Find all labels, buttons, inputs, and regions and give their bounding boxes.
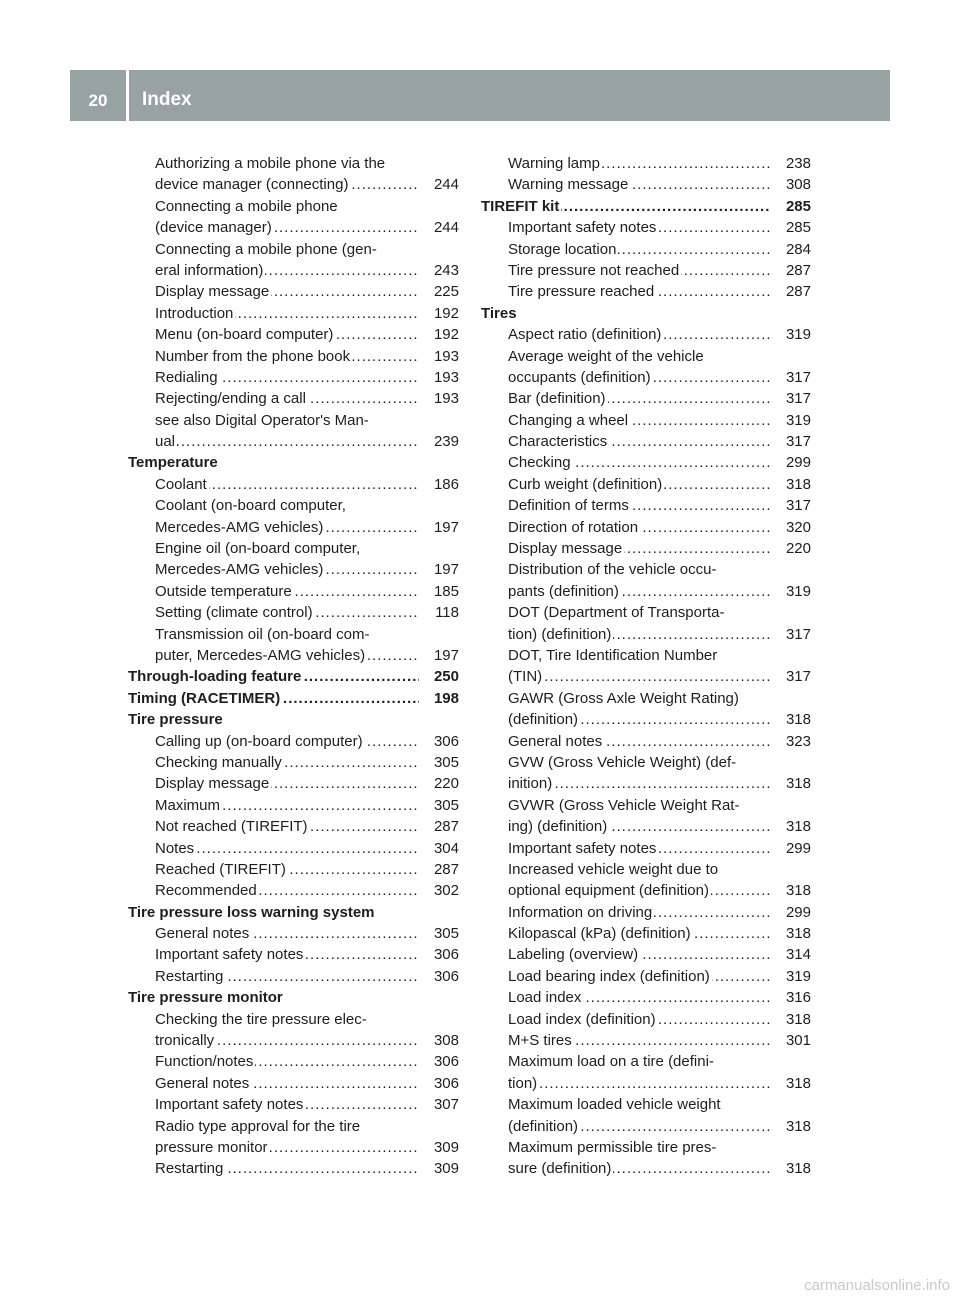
- index-entry: [481, 1030, 811, 1051]
- entry-text: optional equipment (definition): [508, 882, 709, 900]
- entry-text: Temperature: [128, 454, 218, 472]
- page-reference: 317: [771, 624, 811, 645]
- page-reference: 185: [419, 581, 459, 602]
- index-heading: [128, 688, 459, 709]
- index-entry: [128, 474, 459, 495]
- index-entry: [481, 1073, 811, 1094]
- index-entry: [481, 174, 811, 195]
- entry-text: Checking the tire pressure elec-: [155, 1010, 367, 1028]
- page-reference: 302: [419, 880, 459, 901]
- index-entry: [128, 367, 459, 388]
- entry-text: DOT, Tire Identification Number: [508, 646, 718, 664]
- index-entry: [481, 795, 811, 816]
- index-entry: [128, 538, 459, 559]
- entry-text: General notes: [508, 732, 603, 750]
- index-entry: [128, 1030, 459, 1051]
- page-reference: 299: [771, 452, 811, 473]
- index-entry: [481, 517, 811, 538]
- entry-text: Checking: [508, 454, 571, 472]
- index-entry: [128, 816, 459, 837]
- entry-text: occupants (definition): [508, 368, 651, 386]
- page-header: [70, 70, 890, 121]
- entry-text: tion) (definition): [508, 625, 612, 643]
- index-heading: [128, 709, 459, 730]
- page-reference: 287: [419, 859, 459, 880]
- entry-text: GVWR (Gross Vehicle Weight Rat-: [508, 796, 740, 814]
- page-reference: 186: [419, 474, 459, 495]
- entry-text: Mercedes-AMG vehicles): [155, 561, 324, 579]
- entry-text: tronically: [155, 1032, 215, 1050]
- index-entry: [481, 346, 811, 367]
- entry-text: Restarting: [155, 1160, 224, 1178]
- page-reference: 220: [419, 773, 459, 794]
- entry-text: Tire pressure reached: [508, 283, 655, 301]
- page-reference: 318: [771, 773, 811, 794]
- page-reference: 299: [771, 902, 811, 923]
- index-entry: [128, 388, 459, 409]
- index-entry: [128, 838, 459, 859]
- index-entry: [481, 260, 811, 281]
- index-entry: [481, 410, 811, 431]
- entry-text: Aspect ratio (definition): [508, 326, 662, 344]
- entry-text: Important safety notes: [155, 1096, 304, 1114]
- index-entry: [128, 795, 459, 816]
- index-entry: [481, 239, 811, 260]
- page-reference: 316: [771, 987, 811, 1008]
- entry-text: (definition): [508, 1117, 579, 1135]
- page-reference: 319: [771, 324, 811, 345]
- entry-text: Tire pressure not reached: [508, 261, 680, 279]
- index-entry: [481, 538, 811, 559]
- entry-text: Warning message: [508, 176, 629, 194]
- index-heading: [481, 196, 811, 217]
- index-entry: [128, 923, 459, 944]
- entry-text: pressure monitor: [155, 1138, 268, 1156]
- entry-text: Important safety notes: [508, 219, 657, 237]
- index-entry: [481, 324, 811, 345]
- index-entry: [481, 859, 811, 880]
- index-entry: [128, 410, 459, 431]
- index-entry: [128, 731, 459, 752]
- index-entry: [481, 559, 811, 580]
- page-reference: 305: [419, 752, 459, 773]
- index-entry: [128, 880, 459, 901]
- entry-text: puter, Mercedes-AMG vehicles): [155, 646, 366, 664]
- index-entry: [128, 1094, 459, 1115]
- index-entry: [481, 624, 811, 645]
- page-reference: 318: [771, 1116, 811, 1137]
- page-reference: 287: [771, 281, 811, 302]
- page-reference: 299: [771, 838, 811, 859]
- page-reference: 198: [419, 688, 459, 709]
- page-reference: 304: [419, 838, 459, 859]
- index-entry: [128, 944, 459, 965]
- page-reference: 287: [419, 816, 459, 837]
- entry-text: Warning lamp: [508, 155, 600, 172]
- entry-text: Menu (on-board computer): [155, 326, 334, 344]
- entry-text: (TIN): [508, 668, 543, 686]
- page-reference: 318: [771, 1158, 811, 1179]
- entry-text: Important safety notes: [508, 839, 657, 857]
- entry-text: Load index (definition): [508, 1010, 656, 1028]
- index-entry: [128, 966, 459, 987]
- entry-text: Rejecting/ending a call: [155, 390, 306, 408]
- index-entry: [481, 923, 811, 944]
- entry-text: tion): [508, 1074, 538, 1092]
- entry-text: Changing a wheel: [508, 411, 629, 429]
- watermark: carmanualsonline.info: [804, 1277, 950, 1294]
- page-reference: 318: [771, 880, 811, 901]
- index-entry: [481, 816, 811, 837]
- entry-text: Information on driving: [508, 903, 653, 921]
- index-entry: [481, 1094, 811, 1115]
- entry-text: Connecting a mobile phone (gen-: [155, 240, 377, 258]
- index-entry: [481, 880, 811, 901]
- entry-text: inition): [508, 775, 553, 793]
- entry-text: Not reached (TIREFIT): [155, 818, 308, 836]
- entry-text: (definition): [508, 711, 579, 729]
- entry-text: Checking manually: [155, 753, 282, 771]
- page-reference: 318: [771, 923, 811, 944]
- page-reference: 318: [771, 816, 811, 837]
- page-reference: 318: [771, 1009, 811, 1030]
- index-entry: [128, 153, 459, 174]
- page-reference: 308: [419, 1030, 459, 1051]
- entry-text: Radio type approval for the tire: [155, 1117, 361, 1135]
- page-reference: 308: [771, 174, 811, 195]
- page-reference: 250: [419, 666, 459, 687]
- page-reference: 317: [771, 431, 811, 452]
- index-heading: [128, 987, 459, 1008]
- entry-text: device manager (connecting): [155, 176, 349, 194]
- page-reference: 244: [419, 174, 459, 195]
- page-reference: 314: [771, 944, 811, 965]
- page-reference: 320: [771, 517, 811, 538]
- page-reference: 285: [771, 217, 811, 238]
- entry-text: Reached (TIREFIT): [155, 860, 286, 878]
- page-reference: 287: [771, 260, 811, 281]
- entry-text: Connecting a mobile phone: [155, 197, 338, 215]
- index-entry: [128, 174, 459, 195]
- entry-text: Display message: [155, 775, 270, 793]
- page-reference: 197: [419, 645, 459, 666]
- page-reference: 193: [419, 367, 459, 388]
- page-reference: 319: [771, 966, 811, 987]
- entry-text: Curb weight (definition): [508, 475, 663, 493]
- index-entry: [481, 838, 811, 859]
- page-reference: 317: [771, 367, 811, 388]
- entry-text: eral information): [155, 261, 264, 279]
- entry-text: M+S tires: [508, 1032, 572, 1050]
- index-entry: [128, 1073, 459, 1094]
- entry-text: Display message: [508, 540, 623, 558]
- entry-text: Mercedes-AMG vehicles): [155, 518, 324, 536]
- index-entry: [481, 752, 811, 773]
- page-reference: 284: [771, 239, 811, 260]
- index-entry: [128, 196, 459, 217]
- page-reference: 301: [771, 1030, 811, 1051]
- index-entry: [481, 987, 811, 1008]
- page-reference: 225: [419, 281, 459, 302]
- entry-text: TIREFIT kit: [481, 197, 560, 215]
- page-reference: 238: [771, 153, 811, 174]
- entry-text: ual: [155, 433, 176, 451]
- entry-text: Setting (climate control): [155, 604, 313, 622]
- entry-text: Coolant: [155, 475, 207, 493]
- entry-text: Distribution of the vehicle occu-: [508, 561, 717, 579]
- page-reference: 307: [419, 1094, 459, 1115]
- index-entry: [128, 281, 459, 302]
- entry-text: Coolant (on-board computer,: [155, 497, 346, 515]
- entry-text: Calling up (on-board computer): [155, 732, 363, 750]
- entry-text: Maximum load on a tire (defini-: [508, 1053, 714, 1071]
- page-reference: 305: [419, 795, 459, 816]
- page-reference: 220: [771, 538, 811, 559]
- index-entry: [481, 495, 811, 516]
- index-entry: [128, 773, 459, 794]
- entry-text: Function/notes: [155, 1053, 254, 1071]
- entry-text: (device manager): [155, 219, 272, 237]
- index-entry: [481, 367, 811, 388]
- page-reference: 319: [771, 581, 811, 602]
- page-reference: 323: [771, 731, 811, 752]
- index-entry: [481, 1137, 811, 1158]
- index-entry: [481, 388, 811, 409]
- entry-text: ing) (definition): [508, 818, 608, 836]
- index-column-left: [128, 153, 459, 1180]
- entry-text: Definition of terms: [508, 497, 629, 515]
- entry-text: Recommended: [155, 882, 257, 900]
- entry-text: Notes: [155, 839, 195, 857]
- page-reference: 309: [419, 1137, 459, 1158]
- entry-text: Tire pressure loss warning system: [128, 903, 375, 921]
- page-reference: 193: [419, 346, 459, 367]
- entry-text: Direction of rotation: [508, 518, 639, 536]
- page-reference: 285: [771, 196, 811, 217]
- entry-text: Maximum: [155, 796, 221, 814]
- index-entry: [481, 1051, 811, 1072]
- page-reference: 305: [419, 923, 459, 944]
- entry-text: Important safety notes: [155, 946, 304, 964]
- entry-text: Tires: [481, 304, 517, 322]
- page-reference: 318: [771, 1073, 811, 1094]
- entry-text: GAWR (Gross Axle Weight Rating): [508, 689, 739, 707]
- entry-text: Average weight of the vehicle: [508, 347, 704, 365]
- entry-text: Labeling (overview): [508, 946, 639, 964]
- index-entry: [481, 773, 811, 794]
- entry-text: Load bearing index (definition): [508, 967, 710, 985]
- entry-text: Redialing: [155, 368, 218, 386]
- index-entry: [128, 859, 459, 880]
- index-entry: [128, 303, 459, 324]
- entry-text: see also Digital Operator's Man-: [155, 411, 369, 429]
- entry-text: Transmission oil (on-board com-: [155, 625, 370, 643]
- entry-text: Storage location: [508, 240, 617, 258]
- page-reference: 306: [419, 944, 459, 965]
- page-reference: 197: [419, 517, 459, 538]
- page-reference: 306: [419, 1073, 459, 1094]
- entry-text: Restarting: [155, 967, 224, 985]
- index-entry: [128, 431, 459, 452]
- entry-text: sure (definition): [508, 1160, 612, 1178]
- entry-text: Bar (definition): [508, 390, 606, 408]
- index-entry: [481, 431, 811, 452]
- page-reference: 239: [419, 431, 459, 452]
- index-entry: [128, 1051, 459, 1072]
- index-entry: [481, 731, 811, 752]
- entry-text: Characteristics: [508, 433, 608, 451]
- index-entry: [128, 1116, 459, 1137]
- index-entry: [481, 474, 811, 495]
- index-column-right: [481, 153, 811, 1180]
- page-reference: 118: [419, 602, 459, 623]
- index-heading: [128, 666, 459, 687]
- index-entry: [128, 346, 459, 367]
- entry-text: Number from the phone book: [155, 347, 351, 365]
- index-entry: [481, 281, 811, 302]
- index-entry: [481, 1158, 811, 1179]
- page-reference: 317: [771, 388, 811, 409]
- index-entry: [481, 645, 811, 666]
- index-entry: [481, 1116, 811, 1137]
- index-entry: [128, 752, 459, 773]
- page-reference: 317: [771, 666, 811, 687]
- index-entry: [128, 239, 459, 260]
- index-entry: [128, 517, 459, 538]
- entry-text: DOT (Department of Transporta-: [508, 604, 725, 622]
- index-entry: [481, 666, 811, 687]
- page-reference: 243: [419, 260, 459, 281]
- index-entry: [128, 624, 459, 645]
- entry-text: Engine oil (on-board computer,: [155, 540, 361, 558]
- entry-text: General notes: [155, 1074, 250, 1092]
- entry-text: Load index: [508, 989, 582, 1007]
- entry-text: Introduction: [155, 304, 234, 322]
- page-reference: 192: [419, 324, 459, 345]
- index-entry: [481, 217, 811, 238]
- entry-text: Increased vehicle weight due to: [508, 860, 719, 878]
- index-entry: [481, 452, 811, 473]
- index-heading: [481, 303, 811, 324]
- index-entry: [128, 260, 459, 281]
- header-divider: [126, 70, 129, 121]
- index-entry: [481, 688, 811, 709]
- index-entry: [481, 944, 811, 965]
- page-reference: 244: [419, 217, 459, 238]
- index-entry: [481, 602, 811, 623]
- index-entry: [128, 559, 459, 580]
- entry-text: Through-loading feature: [128, 668, 302, 686]
- index-entry: [128, 495, 459, 516]
- index-entry: [481, 709, 811, 730]
- entry-text: Outside temperature: [155, 582, 292, 600]
- index-entry: [481, 153, 811, 174]
- index-heading: [128, 902, 459, 923]
- index-entry: [128, 645, 459, 666]
- page-reference: 306: [419, 1051, 459, 1072]
- entry-text: Maximum permissible tire pres-: [508, 1138, 717, 1156]
- page-reference: 193: [419, 388, 459, 409]
- page-reference: 319: [771, 410, 811, 431]
- entry-text: Authorizing a mobile phone via the: [155, 155, 386, 172]
- index-entry: [128, 1137, 459, 1158]
- section-title: Index: [142, 89, 192, 110]
- page-reference: 197: [419, 559, 459, 580]
- page-reference: 306: [419, 966, 459, 987]
- entry-text: Kilopascal (kPa) (definition): [508, 925, 691, 943]
- entry-text: Tire pressure: [128, 711, 223, 729]
- index-entry: [481, 581, 811, 602]
- page-reference: 318: [771, 709, 811, 730]
- index-entry: [128, 1158, 459, 1179]
- index-entry: [481, 1009, 811, 1030]
- page-reference: 306: [419, 731, 459, 752]
- page-reference: 318: [771, 474, 811, 495]
- page-reference: 317: [771, 495, 811, 516]
- entry-text: Maximum loaded vehicle weight: [508, 1096, 721, 1114]
- page-reference: 309: [419, 1158, 459, 1179]
- index-entry: [481, 902, 811, 923]
- index-entry: [128, 602, 459, 623]
- entry-text: Timing (RACETIMER): [128, 689, 281, 707]
- index-heading: [128, 452, 459, 473]
- index-entry: [128, 324, 459, 345]
- entry-text: General notes: [155, 925, 250, 943]
- index-entry: [128, 581, 459, 602]
- index-entry: [481, 966, 811, 987]
- entry-text: pants (definition): [508, 582, 619, 600]
- entry-text: GVW (Gross Vehicle Weight) (def-: [508, 753, 737, 771]
- entry-text: Display message: [155, 283, 270, 301]
- index-entry: [128, 217, 459, 238]
- page-reference: 192: [419, 303, 459, 324]
- index-entry: [128, 1009, 459, 1030]
- page-number: 20: [88, 91, 108, 110]
- entry-text: Tire pressure monitor: [128, 989, 283, 1007]
